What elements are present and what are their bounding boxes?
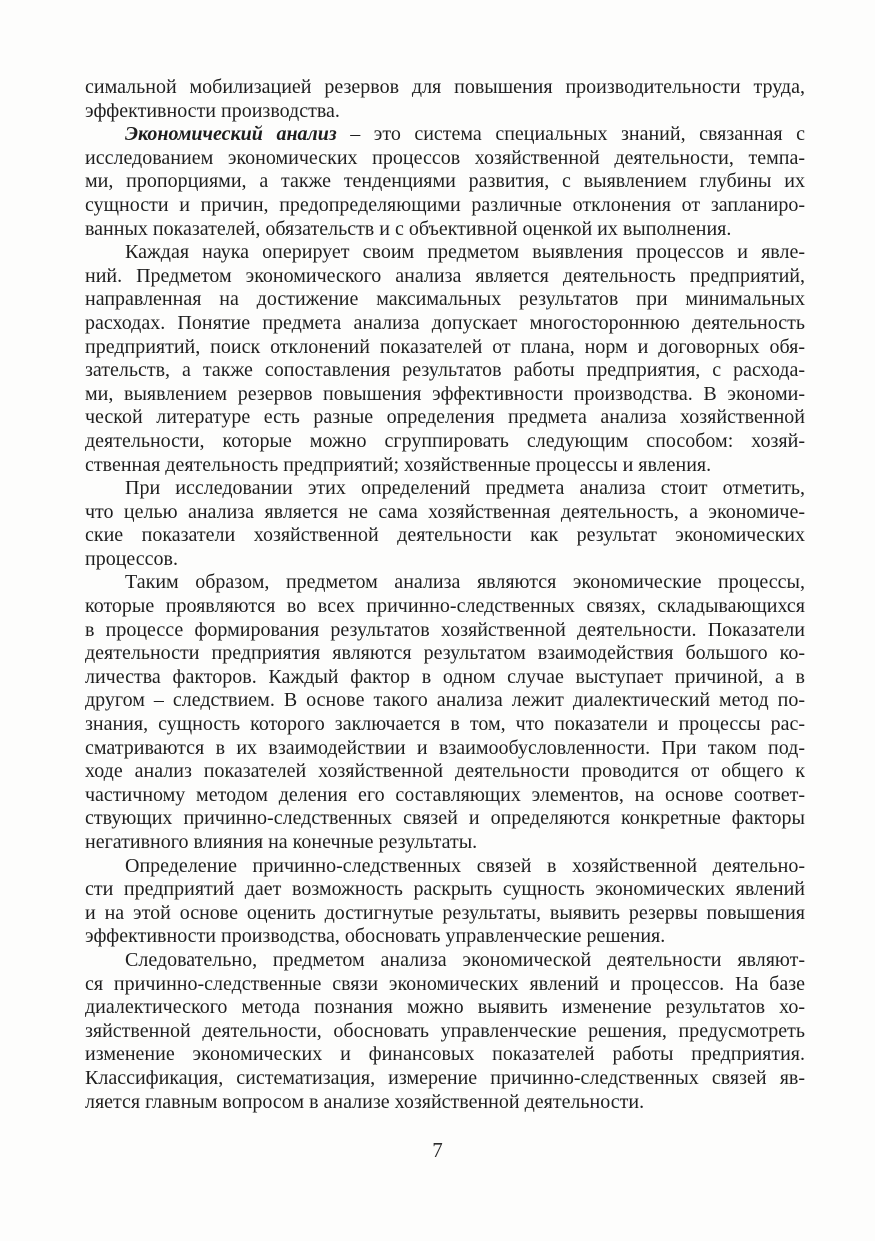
text-line: изменение экономических и финансовых показателей работы предприятия. <box>85 1043 805 1066</box>
text-line: исследованием экономических процессов хозяйственной деятельности, темпа- <box>85 146 805 169</box>
paragraph <box>85 949 805 1114</box>
text-line: процессов. <box>85 547 178 570</box>
text-line: симальной мобилизацией резервов для повышения производительности труда, <box>85 76 805 98</box>
text-line: Классификация, систематизация, измерение причинно-следственных связей яв- <box>85 1066 805 1089</box>
text-line: Следовательно, предметом анализа экономической деятельности являют- <box>125 948 805 971</box>
text-line: сматриваются в их взаимодействии и взаимообусловленности. При таком под- <box>85 736 805 759</box>
term-bold-italic: Экономический анализ <box>125 123 337 146</box>
text-line: деятельности предприятия являются результатом взаимодействия большого ко- <box>85 642 805 665</box>
text-line: сти предприятий дает возможность раскрыть сущность экономических явлений <box>85 878 805 901</box>
text-line: ствующих причинно-следственных связей и определяются конкретные факторы <box>85 807 805 830</box>
text-line: эффективности производства, обосновать управленческие решения. <box>85 925 666 948</box>
text-line: расходах. Понятие предмета анализа допускает многостороннюю деятельность <box>85 311 805 334</box>
text-line: ний. Предметом экономического анализа является деятельность предприятий, <box>85 264 805 287</box>
text-line: ственная деятельность предприятий; хозяйственные процессы и явления. <box>85 453 712 476</box>
text-block <box>85 76 805 1114</box>
text-line: что целью анализа является не сама хозяйственная деятельность, а экономиче- <box>85 500 805 523</box>
text-line: деятельности, которые можно сгруппировать следующим способом: хозяй- <box>85 429 805 452</box>
paragraph <box>85 241 805 477</box>
text-line: зяйственной деятельности, обосновать управленческие решения, предусмотреть <box>85 1019 805 1042</box>
text-line: Таким образом, предметом анализа являются экономические процессы, <box>125 571 805 594</box>
text-segment: – это система специальных знаний, связанная с <box>336 123 805 146</box>
text-line <box>85 123 805 147</box>
text-line: диалектического метода познания можно выявить изменение результатов хо- <box>85 996 805 1019</box>
text-line: ляется главным вопросом в анализе хозяйственной деятельности. <box>85 1090 645 1113</box>
text-line: ходе анализ показателей хозяйственной деятельности проводится от общего к <box>85 760 805 783</box>
text-line: эффективности производства. <box>85 99 340 122</box>
text-line: предприятий, поиск отклонений показателей от плана, норм и договорных обя- <box>85 335 805 358</box>
text-line: ские показатели хозяйственной деятельности как результат экономических <box>85 524 805 547</box>
paragraph <box>85 477 805 571</box>
text-line: Определение причинно-следственных связей в хозяйственной деятельно- <box>125 854 805 877</box>
text-line: сущности и причин, предопределяющими различные отклонения от запланиро- <box>85 193 805 216</box>
page-number: 7 <box>432 1138 443 1162</box>
paragraph <box>85 123 805 241</box>
text-line: ми, пропорциями, а также тенденциями развития, с выявлением глубины их <box>85 170 805 193</box>
text-line: знания, сущность которого заключается в том, что показатели и процессы рас- <box>85 713 805 736</box>
paragraph <box>85 855 805 949</box>
paragraph <box>85 76 805 123</box>
text-line: Каждая наука оперирует своим предметом выявления процессов и явле- <box>125 241 805 264</box>
text-line: и на этой основе оценить достигнутые результаты, выявить резервы повышения <box>85 901 805 924</box>
text-line: частичному методом деления его составляющих элементов, на основе соответ- <box>85 783 805 806</box>
text-line: ми, выявлением резервов повышения эффективности производства. В экономи- <box>85 382 805 405</box>
text-line: негативного влияния на конечные результаты. <box>85 831 478 853</box>
text-line: ческой литературе есть разные определения предмета анализа хозяйственной <box>85 406 805 429</box>
text-line: При исследовании этих определений предмета анализа стоит отметить, <box>125 477 805 500</box>
text-line: ся причинно-следственные связи экономических явлений и процессов. На базе <box>85 972 805 995</box>
text-line: личества факторов. Каждый фактор в одном случае выступает причиной, а в <box>85 665 805 688</box>
text-line: зательств, а также сопоставления результатов работы предприятия, с расхода- <box>85 359 805 382</box>
text-line: направленная на достижение максимальных результатов при минимальных <box>85 288 805 311</box>
paragraph <box>85 571 805 854</box>
text-line: которые проявляются во всех причинно-следственных связях, складывающихся <box>85 595 805 618</box>
text-line: ванных показателей, обязательств и с объективной оценкой их выполнения. <box>85 217 732 240</box>
text-line: другом – следствием. В основе такого анализа лежит диалектический метод по- <box>85 689 805 712</box>
text-line: в процессе формирования результатов хозяйственной деятельности. Показатели <box>85 618 805 641</box>
